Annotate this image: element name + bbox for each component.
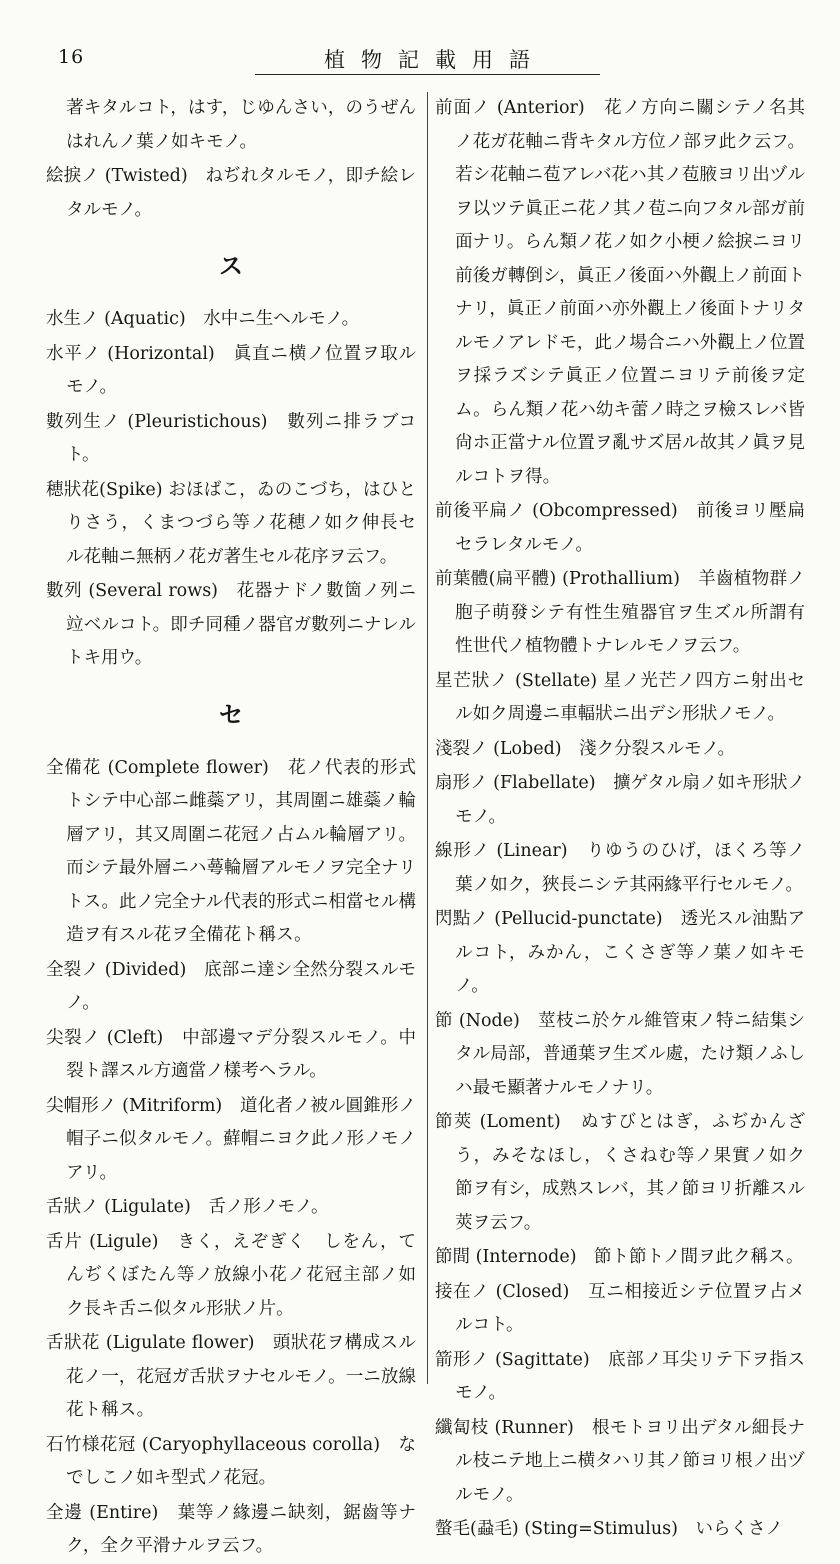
page-number: 16: [58, 46, 85, 68]
glossary-entry: 石竹様花冠 (Caryophyllaceous corolla) なでしこノ如キ型式ノ花冠。: [46, 1434, 416, 1488]
column-divider: [427, 92, 428, 1384]
glossary-entry: 前葉體(扁平體) (Prothallium) 羊齒植物群ノ胞子萌發シテ有性生殖器官ヲ生ズル所謂有性世代ノ植物體トナレルモノヲ云フ。: [435, 569, 805, 656]
glossary-entry: 節 (Node) 莖枝ニ於ケル維管束ノ特ニ結集シタル局部，普通葉ヲ生ズル處，たけ類ノふしハ最モ顯著ナルモノナリ。: [435, 1010, 805, 1098]
glossary-entry: 水生ノ (Aquatic) 水中ニ生ヘルモノ。: [46, 309, 360, 329]
glossary-entry: 扇形ノ (Flabellate) 擴ゲタル扇ノ如キ形狀ノモノ。: [435, 773, 805, 827]
glossary-entry: 全邊 (Entire) 葉等ノ緣邊ニ缺刻，鋸齒等ナク，全ク平滑ナルヲ云フ。: [46, 1502, 416, 1556]
glossary-entry: 前面ノ (Anterior) 花ノ方向ニ關シテノ名其ノ花ガ花軸ニ背キタル方位ノ部ヲ此ク云フ。若シ花軸ニ苞アレバ花ハ其ノ苞腋ヨリ出ヅルヲ以ツテ眞正ニ花ノ其ノ苞ニ向フタル部ガ前面ナリ。らん類ノ花ノ如ク小梗ノ絵捩ニヨリ前後ガ轉倒シ，眞正ノ後面ハ外觀上ノ前面トナリ，眞正ノ前面ハ亦外觀上ノ後面トナリタルモノアレドモ，此ノ場合ニハ外觀上ノ位置ヲ採ラズシテ眞正ノ位置ニヨリテ前後ヲ定ム。らん類ノ花ハ幼キ蕾ノ時之ヲ檢スレバ皆尙ホ正當ナル位置ヲ亂サズ居ル故其ノ眞ヲ見ルコトヲ得。: [435, 98, 805, 487]
page-header: [0, 0, 840, 82]
glossary-entry: 穂狀花(Spike) おほばこ，ゐのこづち，はひとりさう，くまつづら等ノ花穂ノ如ク伸長セル花軸ニ無柄ノ花ガ著生セル花序ヲ云フ。: [46, 479, 416, 567]
glossary-entry: 全裂ノ (Divided) 底部ニ達シ全然分裂スルモノ。: [46, 959, 416, 1013]
glossary-entry: 舌狀花 (Ligulate flower) 頭狀花ヲ構成スル花ノ一，花冠ガ舌狀ヲナセルモノ。一ニ放線花ト稱ス。: [46, 1333, 416, 1420]
glossary-entry: 線形ノ (Linear) りゆうのひげ，ほくろ等ノ葉ノ如ク，狹長ニシテ其兩緣平行セルモノ。: [435, 841, 805, 895]
header-rule: [255, 74, 600, 75]
glossary-entry: 全備花 (Complete flower) 花ノ代表的形式トシテ中心部ニ雌蘂アリ，其周圍ニ雄蘂ノ輪層アリ，其又周圍ニ花冠ノ占ムル輪層アリ。而シテ最外層ニハ蕚輪層アルモノヲ完全ナリトス。此ノ完全ナル代表的形式ニ相當セル構造ヲ有スル花ヲ全備花ト稱ス。: [46, 757, 416, 945]
glossary-entry: 箭形ノ (Sagittate) 底部ノ耳尖リテ下ヲ指スモノ。: [435, 1349, 805, 1403]
running-title: 植物記載用語: [324, 48, 546, 72]
glossary-entry: 前後平扁ノ (Obcompressed) 前後ヨリ壓扁セラレタルモノ。: [435, 501, 805, 555]
glossary-entry: 淺裂ノ (Lobed) 淺ク分裂スルモノ。: [435, 738, 736, 759]
left-column: [46, 92, 416, 1556]
glossary-entry: 節間 (Internode) 節ト節トノ間ヲ此ク稱ス。: [435, 1247, 804, 1267]
glossary-entry: 數列 (Several rows) 花器ナドノ數箇ノ列ニ竝ベルコト。即チ同種ノ器官ガ數列ニナレルトキ用ウ。: [46, 581, 416, 668]
glossary-entry: 絵捩ノ (Twisted) ねぢれタルモノ，即チ絵レタルモノ。: [46, 166, 416, 220]
continued-text: 著キタルコト，はす，じゆんさい，のうぜんはれんノ葉ノ如キモノ。: [66, 98, 416, 152]
glossary-entry: 節莢 (Loment) ぬすびとはぎ，ふぢかんざう，みそなほし，くさねむ等ノ果實ノ如ク節ヲ有シ，成熟スレバ，其ノ節ヨリ折離スル莢ヲ云フ。: [435, 1112, 805, 1233]
glossary-entry: 數列生ノ (Pleuristichous) 數列ニ排ラブコト。: [46, 411, 416, 465]
glossary-entry: 纖匐枝 (Runner) 根モトヨリ出デタル細長ナル枝ニテ地上ニ横タハリ其ノ節ヨリ根ノ出ヅルモノ。: [435, 1417, 805, 1505]
section-heading-se: セ: [219, 700, 243, 729]
glossary-entry: 舌狀ノ (Ligulate) 舌ノ形ノモノ。: [46, 1197, 329, 1217]
section-heading-su: ス: [219, 252, 243, 280]
glossary-entry: 閃點ノ (Pellucid-punctate) 透光スル油點アルコト，みかん，こくさぎ等ノ葉ノ如キモノ。: [435, 909, 805, 996]
glossary-entry: 尖裂ノ (Cleft) 中部邊マデ分裂スルモノ。中裂ト譯スル方適當ノ樣考ヘラル。: [46, 1027, 416, 1081]
glossary-entry: 舌片 (Ligule) きく，えぞぎく しをん，てんぢくぼたん等ノ放線小花ノ花冠主部ノ如ク長キ舌ニ似タル形狀ノ片。: [46, 1231, 416, 1319]
glossary-entry: 尖帽形ノ (Mitriform) 道化者ノ被ル圓錐形ノ帽子ニ似タルモノ。蘚帽ニヨク此ノ形ノモノアリ。: [46, 1095, 416, 1183]
right-column: [435, 92, 805, 1539]
glossary-entry: 接在ノ (Closed) 互ニ相接近シテ位置ヲ占メルコト。: [435, 1281, 805, 1335]
glossary-entry: 水平ノ (Horizontal) 眞直ニ横ノ位置ヲ取ルモノ。: [46, 343, 416, 397]
glossary-entry: 星芒狀ノ (Stellate) 星ノ光芒ノ四方ニ射出セル如ク周邊ニ車輻狀ニ出デシ形狀ノモノ。: [435, 670, 805, 724]
glossary-entry: 螫毛(蝨毛) (Sting=Stimulus) いらくさノ: [435, 1519, 783, 1539]
